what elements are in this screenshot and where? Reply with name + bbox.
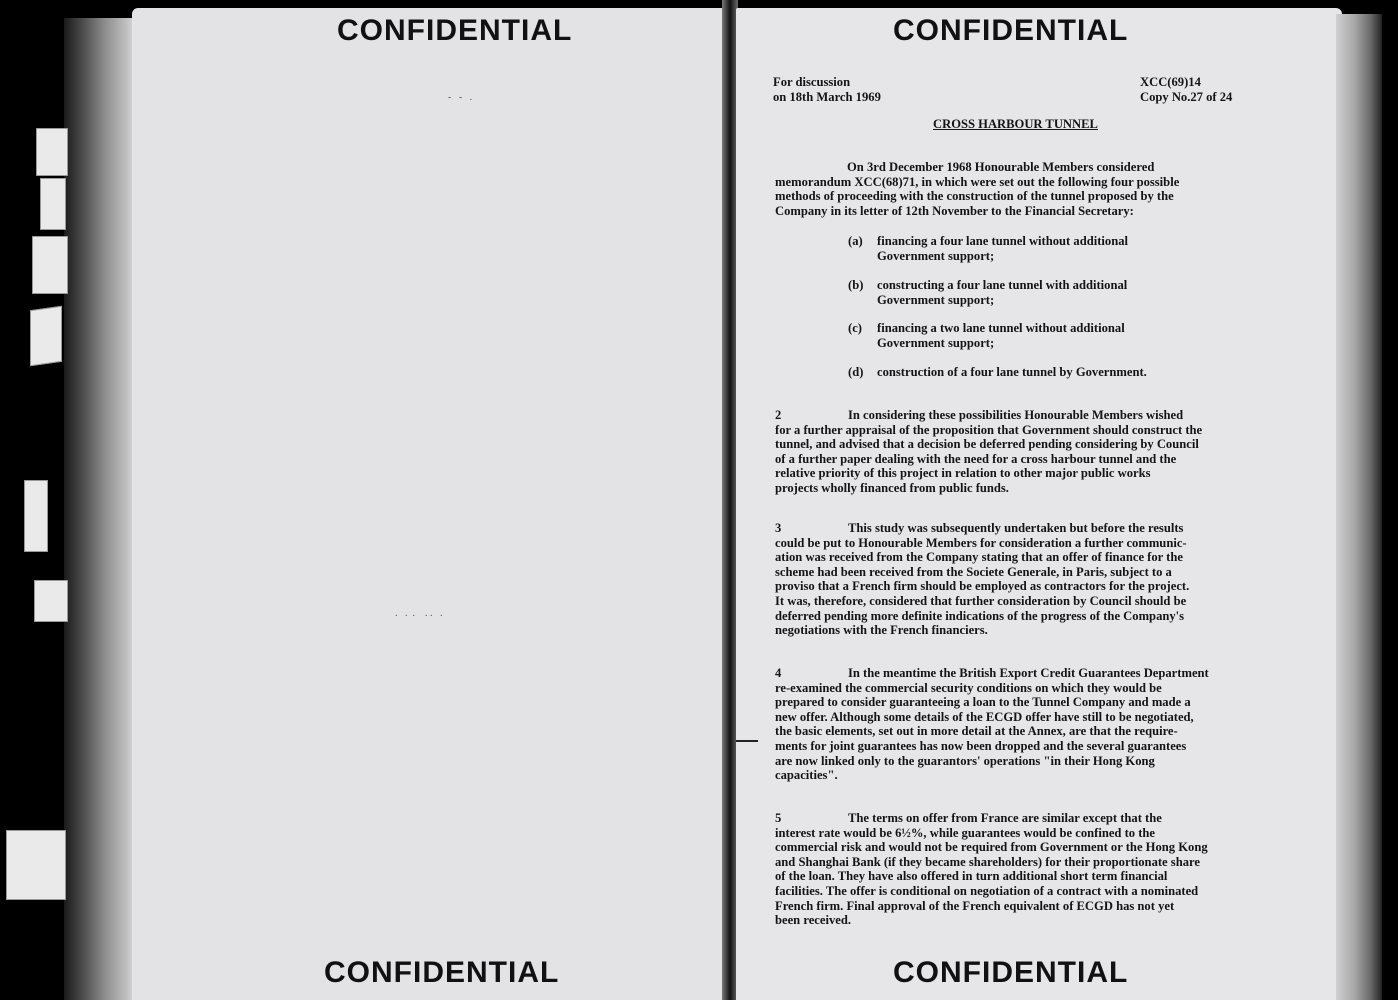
intro-paragraph (775, 160, 1179, 218)
paragraph-number: 3 (775, 521, 782, 535)
page-tab (24, 480, 48, 552)
page-tab (30, 306, 62, 366)
document-title: CROSS HARBOUR TUNNEL (933, 117, 1098, 131)
discussion-date: on 18th March 1969 (773, 89, 881, 104)
intro-line: memorandum XCC(68)71, in which were set out the following four possible (775, 174, 1180, 189)
paragraph-5: 5 The terms on offer from France are similar except that the interest rate would be 6½%, while guarantees would be confined to the commercial risk and would not be required from Government or the Hong Kong and Shanghai Bank (if they became shareholders) for their proportionate share of the loan. They have also offered in turn additional short term financial facilities. The offer is conditional on negotiation of a contract with a nominated French firm. Final approval of the French equivalent of ECGD has not yet been received. (775, 811, 1208, 928)
option-label: (c) (848, 321, 862, 335)
paragraph-3: 3 This study was subsequently undertaken but before the results could be put to Honourable Members for consideration a further communic- ation was received from the Company stating that an offer of finance for the scheme had been received from the Societe Generale, in Paris, subject to a proviso that a French firm should be employed as contractors for the project. It was, therefore, considered that further consideration by Council should be deferred pending more definite indications of the progress of the Company's negotiations with the French financiers. (775, 521, 1190, 638)
left-page (132, 8, 724, 1000)
intro-line: On 3rd December 1968 Honourable Members considered (847, 160, 1155, 174)
option-text: constructing a four lane tunnel with additional Government support; (877, 278, 1128, 307)
margin-mark (736, 740, 758, 742)
left-page-edges (64, 18, 136, 1000)
copy-number: Copy No.27 of 24 (1140, 89, 1233, 104)
confidential-stamp-right-bottom: CONFIDENTIAL (893, 956, 1129, 989)
confidential-stamp-left-bottom: CONFIDENTIAL (324, 956, 560, 989)
intro-line: methods of proceeding with the construction of the tunnel proposed by the (775, 189, 1174, 204)
paragraph-number: 2 (775, 408, 782, 422)
paragraph-number: 5 (775, 811, 782, 825)
left-page-specks: - - . (448, 92, 473, 103)
right-page-edges (1336, 14, 1382, 1000)
page-tab (34, 580, 68, 622)
option-label: (a) (848, 234, 863, 248)
reference-block (1140, 75, 1232, 104)
confidential-stamp-right-top: CONFIDENTIAL (893, 14, 1129, 47)
option-label: (b) (848, 278, 864, 292)
option-label: (d) (848, 365, 864, 379)
paragraph-number: 4 (775, 666, 782, 680)
page-tab (36, 128, 68, 176)
intro-line: Company in its letter of 12th November to the Financial Secretary: (775, 203, 1134, 218)
paragraph-4: 4 In the meantime the British Export Credit Guarantees Department re-examined the commercial security conditions on which they would be prepared to consider guaranteeing a loan to the Tunnel Company and made a new offer. Although some details of the ECGD offer have still to be negotiated, the basic elements, set out in more detail at the Annex, are that the require- ments for joint guarantees has now been dropped and the several guarantees are now linked only to the guarantors' operations "in their Hong Kong capacities". (775, 666, 1209, 783)
page-tab (40, 178, 66, 230)
page-tab (32, 236, 68, 294)
confidential-stamp-left-top: CONFIDENTIAL (337, 14, 573, 47)
paragraph-2: 2 In considering these possibilities Honourable Members wished for a further appraisal of the proposition that Government should construct the tunnel, and advised that a decision be deferred pending considering by Council of a further paper dealing with the need for a cross harbour tunnel and the relative priority of this project in relation to other major public works projects wholly financed from public funds. (775, 408, 1203, 495)
discussion-note (773, 75, 881, 104)
option-text: construction of a four lane tunnel by Government. (877, 365, 1147, 379)
page-tab (6, 830, 66, 900)
option-text: financing a four lane tunnel without additional Government support; (877, 234, 1128, 263)
option-text: financing a two lane tunnel without additional Government support; (877, 321, 1125, 350)
discussion-line: For discussion (773, 75, 851, 89)
left-page-specks: . . . . . . (395, 608, 443, 619)
reference-number: XCC(69)14 (1140, 75, 1201, 89)
